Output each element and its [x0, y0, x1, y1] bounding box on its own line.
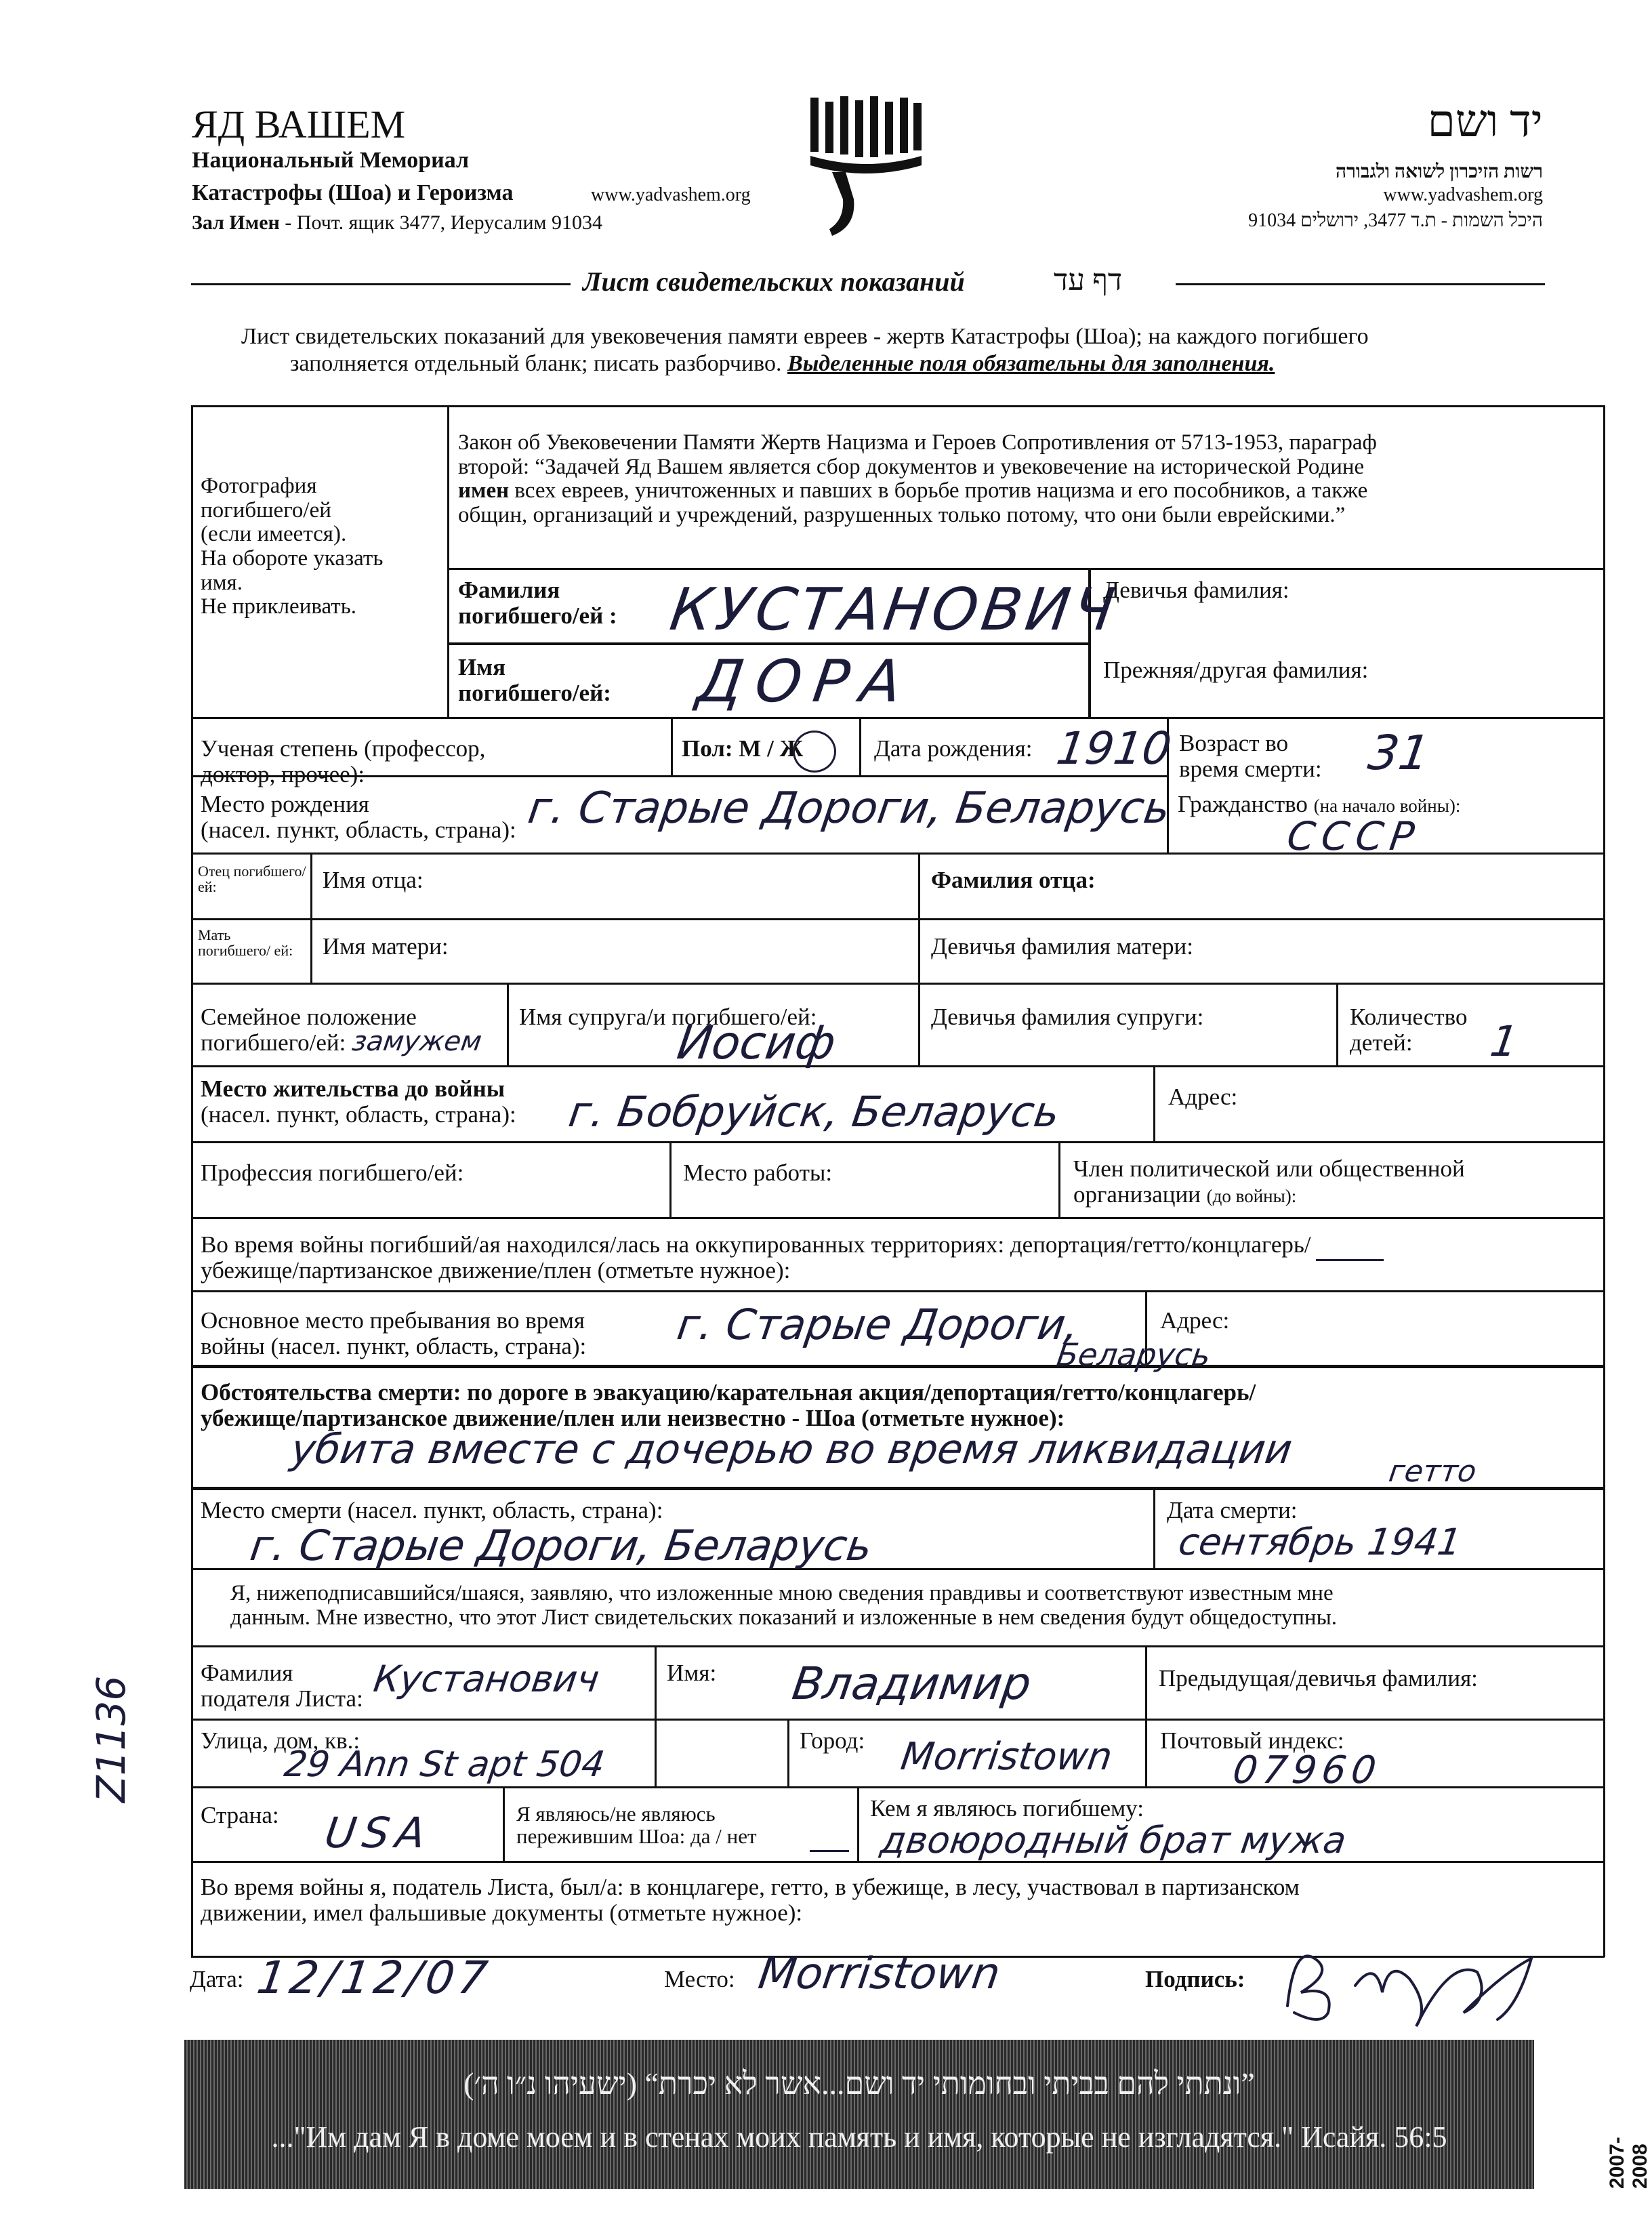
law-names: имен: [458, 478, 510, 504]
footer-year: 2007-2008: [1606, 2137, 1651, 2189]
footer-banner: [184, 2040, 1534, 2189]
birthplace-l1: Место рождения: [201, 791, 369, 817]
title-rule-left: [191, 283, 571, 285]
spouse-name-label: Имя супруга/и погибшего/ей:: [519, 1004, 817, 1030]
photo-l1: Фотография: [201, 474, 317, 498]
member-l2-wrap: [1073, 1182, 1465, 1208]
row-profession-top: [191, 1141, 1605, 1143]
main-place-l1: Основное место пребывания во время: [201, 1307, 585, 1334]
row-country-top: [191, 1786, 1605, 1788]
hall-of-names: Зал Имен: [192, 211, 280, 234]
org-site-ru: www.yadvashem.org: [591, 184, 751, 205]
deathdate-left: [1153, 1487, 1155, 1568]
age-l2: время смерти:: [1179, 755, 1322, 782]
surname-label: [458, 577, 617, 629]
sub-surname-value[interactable]: Кустанович: [371, 1658, 602, 1700]
date-label: Дата:: [190, 1966, 244, 1992]
footer-quote-ru: ..."Им дам Я в доме моем и в стенах моих память и имя, которые не изгладятся." Исайя. 56:5: [271, 2120, 1447, 2154]
children-value[interactable]: 1: [1487, 1016, 1521, 1066]
photo-l3: (если имеется).: [201, 522, 347, 547]
mother-name-label: Имя матери:: [323, 933, 449, 960]
signature-label: Подпись:: [1145, 1966, 1245, 1992]
father-surname-label: Фамилия отца:: [931, 867, 1096, 893]
citizenship-value[interactable]: СССР: [1284, 813, 1424, 859]
address-text: - Почт. ящик 3477, Иерусалим 91034: [279, 211, 603, 234]
sub-surname-l1: Фамилия: [201, 1660, 293, 1686]
relation-label: Кем я являюсь погибшему:: [870, 1795, 1144, 1822]
address-left: [1153, 1065, 1155, 1141]
place-value[interactable]: Morristown: [755, 1949, 1004, 1999]
photo-divider: [447, 405, 449, 717]
survivor-left: [503, 1786, 505, 1861]
children-left: [1336, 983, 1338, 1065]
mother-side-label: Мать погибшего/ ей:: [198, 926, 293, 960]
circumstances-value-1[interactable]: убита вместе с дочерью во время ликвидации: [288, 1426, 1296, 1473]
marital-l1: Семейное положение: [201, 1004, 417, 1030]
workplace-left: [669, 1141, 672, 1217]
birthplace-value[interactable]: г. Старые Дороги, Беларусь: [524, 783, 1174, 834]
age-value[interactable]: 31: [1365, 725, 1433, 781]
name-label-l2: погибшего/ей:: [458, 679, 611, 706]
city-left: [787, 1719, 789, 1786]
sub-name-label: Имя:: [667, 1660, 717, 1686]
title-rule-right: [1176, 283, 1545, 285]
residence-l2: (насел. пункт, область, страна):: [201, 1101, 516, 1128]
sub-war-label: [201, 1874, 1300, 1926]
photo-l2: погибшего/ей: [201, 497, 331, 522]
dob-left: [859, 717, 861, 775]
residence-value[interactable]: г. Бобруйск, Беларусь: [565, 1087, 1063, 1136]
surname-label-l1: Фамилия: [458, 577, 560, 603]
circ-l1: Обстоятельства смерти: по дороге в эвакуацию/карательная акция/депортация/гетто/концлагерь/: [201, 1379, 1256, 1405]
circ-l2: убежище/партизанское движение/плен или неизвестно - Шоа (отметьте нужное):: [201, 1404, 1065, 1431]
sex-left: [671, 717, 673, 775]
age-l1: Возраст во: [1179, 730, 1289, 756]
maiden-label: Девичья фамилия:: [1103, 577, 1289, 603]
row-marital-top: [191, 983, 1605, 985]
member-left: [1058, 1141, 1060, 1217]
member-label: [1073, 1156, 1465, 1208]
circumstances-value-2[interactable]: гетто: [1386, 1454, 1479, 1489]
street-label: Улица, дом, кв.:: [201, 1727, 360, 1754]
death-place-label: Место смерти (насел. пункт, область, страна):: [201, 1497, 663, 1523]
row-mainplace-top: [191, 1290, 1605, 1292]
member-l1: Член политической или общественной: [1073, 1155, 1465, 1182]
law-l1: Закон об Увековечении Памяти Жертв Нацизма и Героев Сопротивления от 5713-1953, параграф: [458, 430, 1377, 455]
form-title-he: דף עד: [1054, 264, 1123, 297]
law-l3-rest: всех евреев, уничтоженных и павших в борьбе против нацизма и его пособников, а также: [509, 478, 1368, 504]
zip-label: Почтовый индекс:: [1160, 1727, 1344, 1754]
marital-value[interactable]: замужем: [350, 1026, 484, 1057]
main-place-label: [201, 1308, 586, 1359]
sub-surname-label: [201, 1660, 363, 1712]
survivor-label: [516, 1803, 757, 1848]
circumstances-label: [201, 1380, 1256, 1431]
degree-l1: Ученая степень (профессор,: [201, 735, 486, 762]
citizenship-note: (на начало войны):: [1313, 796, 1461, 816]
org-address-ru: [192, 211, 602, 234]
grid-top: [191, 405, 1605, 407]
name-value[interactable]: ДОРА: [693, 648, 918, 716]
dob-value[interactable]: 1910: [1053, 722, 1175, 775]
children-label: [1350, 1004, 1467, 1056]
declaration: [230, 1582, 1337, 1630]
dob-label: Дата рождения:: [874, 735, 1033, 762]
street-value[interactable]: 29 Ann St apt 504: [281, 1744, 607, 1785]
sub-prev-left: [1145, 1645, 1147, 1786]
photo-l6: Не приклеивать.: [201, 594, 357, 619]
other-surname-label: Прежняя/другая фамилия:: [1103, 657, 1369, 683]
org-line1-ru: Национальный Мемориал: [192, 148, 470, 173]
age-label: [1179, 731, 1322, 782]
decl-l2: данным. Мне известно, что этот Лист свидетельских показаний и изложенные в нем сведения будут общедоступны.: [230, 1605, 1338, 1630]
row-submitter-top: [191, 1645, 1605, 1647]
father-side-label: Отец погибшего/ ей:: [198, 863, 306, 896]
org-line2-ru: Катастрофы (Шоа) и Героизма: [192, 180, 514, 205]
sub-war-l1: Во время войны я, податель Листа, был/а: в концлагере, гетто, в убежище, в лесу, участвовал в партизанском: [201, 1874, 1300, 1900]
main-place-l2: войны (насел. пункт, область, страна):: [201, 1332, 587, 1359]
spouse-maiden-label: Девичья фамилия супруги:: [931, 1004, 1204, 1030]
row-street-top: [191, 1719, 1605, 1721]
decl-l1: Я, нижеподписавшийся/шаяся, заявляю, что изложенные мною сведения правдивы и соответствуют известным мне: [230, 1581, 1334, 1605]
yad-vashem-logo-icon: [805, 91, 927, 247]
name-label: [458, 655, 611, 706]
sub-name-left: [655, 1645, 657, 1786]
relation-left: [857, 1786, 859, 1861]
form-title-ru: Лист свидетельских показаний: [583, 266, 965, 297]
grid-left: [191, 405, 193, 1957]
place-label: Место:: [664, 1966, 735, 1992]
marital-l2: погибшего/ей:: [201, 1029, 346, 1056]
citizenship-text: Гражданство: [1178, 791, 1308, 817]
death-date-label: Дата смерти:: [1167, 1497, 1298, 1523]
row-degree-top: [191, 717, 1605, 719]
photo-l4: На обороте указать: [201, 546, 384, 571]
intro-line2-text: заполняется отдельный бланк; писать разборчиво.: [290, 351, 782, 376]
death-place-value[interactable]: г. Старые Дороги, Беларусь: [247, 1521, 875, 1570]
surname-value[interactable]: КУСТАНОВИЧ: [665, 576, 1123, 644]
law-text: [458, 431, 1377, 528]
city-value[interactable]: Morristown: [898, 1735, 1115, 1779]
org-site-he: www.yadvashem.org: [1383, 184, 1543, 205]
signature-scribble[interactable]: [1274, 1931, 1558, 2033]
intro-required-note: Выделенные поля обязательны для заполнения.: [787, 351, 1275, 376]
sub-surname-l2: подателя Листа:: [201, 1685, 363, 1712]
during-war-l2: убежище/партизанское движение/плен (отметьте нужное):: [201, 1256, 791, 1283]
sex-circle-mark: [793, 731, 836, 773]
spouse-left: [507, 983, 509, 1065]
org-address-he: היכל השמות - ת.ד 3477, ירושלים 91034: [1248, 210, 1543, 231]
intro-line2: [290, 351, 1275, 377]
residence-l1: Место жительства до войны: [201, 1075, 505, 1102]
during-war-label: [201, 1232, 1311, 1283]
row-during-top: [191, 1217, 1605, 1219]
row-residence-top: [191, 1065, 1605, 1067]
photo-l5: имя.: [201, 570, 243, 595]
org-line1-he: רשות הזיכרון לשואה ולגבורה: [1335, 161, 1543, 182]
parent-label-divider: [310, 853, 312, 983]
side-note: Z1136: [88, 1675, 134, 1803]
ghetto-underline-mark: [1316, 1259, 1384, 1261]
name-label-l1: Имя: [458, 654, 505, 680]
main-place-value-2[interactable]: Беларусь: [1054, 1336, 1214, 1373]
spouse-maiden-left: [918, 983, 920, 1065]
death-date-value[interactable]: сентябрь 1941: [1176, 1521, 1464, 1563]
workplace-label: Место работы:: [683, 1159, 833, 1186]
member-note: (до войны):: [1206, 1185, 1297, 1206]
intro-line1: Лист свидетельских показаний для увековечения памяти евреев - жертв Катастрофы (Шоа); на каждого погибшего: [241, 324, 1369, 349]
country-label: Страна:: [201, 1802, 279, 1828]
org-name-he: יד ושם: [1427, 97, 1543, 146]
during-war-l1: Во время войны погибший/ая находился/лась на оккупированных территориях: депортация/гетто/концлагерь/: [201, 1231, 1311, 1258]
profession-label: Профессия погибшего/ей:: [201, 1159, 464, 1186]
survivor-no-underline: [810, 1850, 849, 1852]
address2-label: Адрес:: [1160, 1307, 1230, 1334]
sub-war-l2: движении, имел фальшивые документы (отметьте нужное):: [201, 1899, 803, 1926]
parent-surname-divider: [918, 853, 920, 983]
survivor-l1: Я являюсь/не являюсь: [516, 1802, 716, 1826]
birthplace-l2: (насел. пункт, область, страна):: [201, 816, 516, 843]
father-name-label: Имя отца:: [323, 867, 424, 893]
member-l2: организации: [1073, 1180, 1201, 1208]
birthplace-label: [201, 792, 516, 843]
law-l2: второй: “Задачей Яд Вашем является сбор документов и увековечение на исторической Родине: [458, 454, 1365, 479]
row-mother-top: [191, 918, 1605, 920]
residence-label: [201, 1076, 516, 1128]
surname-label-l2: погибшего/ей :: [458, 602, 617, 629]
grid-right: [1603, 405, 1605, 1957]
relation-value[interactable]: двоюродный брат мужа: [877, 1819, 1349, 1862]
children-l2: детей:: [1350, 1029, 1413, 1056]
country-value[interactable]: USA: [321, 1808, 436, 1857]
law-l3: [458, 479, 1377, 504]
address-label: Адрес:: [1168, 1084, 1238, 1110]
degree-l2: доктор, прочее):: [201, 760, 365, 787]
row-circ-top: [191, 1365, 1605, 1368]
spouse-value[interactable]: Иосиф: [674, 1016, 839, 1070]
sex-label[interactable]: Пол: М / Ж: [682, 735, 804, 762]
law-bottom: [447, 568, 1603, 570]
date-value[interactable]: 12/12/07: [253, 1952, 495, 2004]
photo-instructions: [201, 474, 383, 619]
zip-value[interactable]: 07960: [1230, 1748, 1384, 1792]
degree-label: [201, 736, 485, 787]
survivor-l2: пережившим Шоа: да / нет: [516, 1824, 757, 1849]
mother-maiden-label: Девичья фамилия матери:: [931, 933, 1193, 960]
law-l4: общин, организаций и учреждений, разрушенных только потому, что они были еврейскими.”: [458, 502, 1346, 527]
city-label: Город:: [800, 1727, 865, 1754]
sub-prev-label: Предыдущая/девичья фамилия:: [1159, 1665, 1478, 1691]
org-name-ru: ЯД ВАШЕМ: [192, 102, 406, 146]
children-l1: Количество: [1350, 1004, 1468, 1030]
main-place-value-1[interactable]: г. Старые Дороги,: [674, 1300, 1082, 1349]
sub-name-value[interactable]: Владимир: [789, 1658, 1035, 1710]
footer-quote-he: ”ונתתי להם בביתי ובחומותי יד ושם...אשר לא יכרת“ (ישעיהו נ״ו ה׳): [463, 2066, 1255, 2101]
